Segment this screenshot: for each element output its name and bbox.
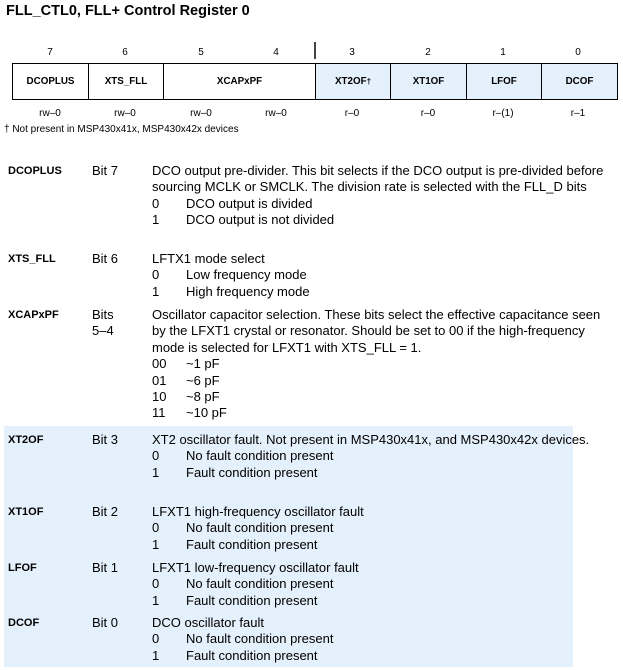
option-value: 0 (152, 448, 160, 464)
option-value: 01 (152, 372, 167, 388)
bit-number: 4 (273, 47, 279, 58)
register-bit-table (12, 63, 618, 100)
option-meaning: No fault condition present (186, 631, 334, 647)
field-option (152, 593, 610, 609)
option-meaning: ~6 pF (186, 372, 220, 388)
option-meaning: Low frequency mode (186, 267, 307, 283)
field-bits: Bit 2 (92, 504, 119, 519)
option-value: 1 (152, 647, 160, 663)
field-description (152, 504, 610, 553)
access-type: rw–0 (190, 108, 212, 119)
register-cell-xts_fll: XTS_FLL (89, 64, 164, 99)
option-meaning: Fault condition present (186, 647, 318, 663)
field-description (152, 163, 610, 229)
option-value: 0 (152, 195, 160, 211)
option-meaning: Fault condition present (186, 464, 318, 480)
option-value: 0 (152, 576, 160, 592)
field-bits: Bit 6 (92, 251, 119, 266)
field-name: XTS_FLL (8, 253, 56, 265)
field-name: XT1OF (8, 506, 44, 518)
field-divider-tick (314, 42, 316, 59)
bit-number: 5 (198, 47, 204, 58)
field-option (152, 537, 610, 553)
option-value: 11 (152, 405, 166, 421)
option-value: 1 (152, 592, 160, 608)
field-name: XT2OF (8, 434, 44, 446)
access-type: rw–0 (114, 108, 136, 119)
option-meaning: ~1 pF (186, 356, 220, 372)
field-option (152, 576, 610, 592)
option-meaning: DCO output is divided (186, 195, 313, 211)
field-description-text: DCO oscillator fault (152, 615, 264, 630)
page-title: FLL_CTL0, FLL+ Control Register 0 (6, 3, 250, 19)
field-description-text: LFXT1 low-frequency oscillator fault (152, 560, 359, 575)
field-bits: Bit 1 (92, 560, 119, 575)
register-cell-xt1of: XT1OF (391, 64, 467, 99)
field-option (152, 373, 610, 389)
field-option (152, 212, 610, 228)
option-value: 1 (152, 283, 160, 299)
field-option (152, 465, 610, 481)
field-description (152, 615, 610, 664)
field-bits: Bits 5–4 (92, 307, 114, 339)
bit-number: 6 (122, 47, 128, 58)
field-bits: Bit 3 (92, 432, 119, 447)
field-bits: Bit 7 (92, 163, 119, 178)
field-option (152, 196, 610, 212)
access-type: r–0 (420, 108, 436, 119)
access-type: r–1 (570, 108, 586, 119)
option-value: 0 (152, 631, 160, 647)
field-name: LFOF (8, 562, 37, 574)
option-value: 10 (152, 389, 167, 405)
bit-number: 7 (47, 47, 53, 58)
option-meaning: No fault condition present (186, 520, 334, 536)
field-name: DCOPLUS (8, 165, 62, 177)
field-option (152, 648, 610, 664)
field-option (152, 520, 610, 536)
field-option (152, 405, 610, 421)
field-option (152, 284, 610, 300)
option-meaning: ~10 pF (186, 405, 227, 421)
option-value: 1 (152, 536, 160, 552)
field-option (152, 356, 610, 372)
field-bits: Bit 0 (92, 615, 119, 630)
option-value: 0 (152, 267, 160, 283)
option-value: 1 (152, 212, 160, 228)
field-option (152, 631, 610, 647)
field-option (152, 448, 610, 464)
option-meaning: DCO output is not divided (186, 212, 335, 228)
register-cell-lfof: LFOF (467, 64, 542, 99)
field-description (152, 251, 610, 300)
option-meaning: Fault condition present (186, 592, 318, 608)
option-value: 1 (152, 464, 160, 480)
register-cell-dcof: DCOF (542, 64, 617, 99)
option-value: 0 (152, 520, 160, 536)
bit-number: 1 (500, 47, 506, 58)
field-description-text: Oscillator capacitor selection. These bits select the effective capacitance seen by the LFXT1 crystal or resonator. Should be set to 00 if the high-frequency mode is selected for LFXT1 with XTS_FLL = 1. (152, 307, 601, 355)
option-meaning: No fault condition present (186, 576, 334, 592)
field-description (152, 307, 610, 422)
field-name: XCAPxPF (8, 309, 59, 321)
field-description (152, 560, 610, 609)
register-cell-xt2of: XT2OF † (316, 64, 391, 99)
option-value: 00 (152, 356, 167, 372)
field-name: DCOF (8, 617, 40, 629)
field-description-text: DCO output pre-divider. This bit selects if the DCO output is pre-divided before sourcing MCLK or SMCLK. The division rate is selected with the FLL_D bits (152, 163, 604, 195)
option-meaning: Fault condition present (186, 536, 318, 552)
register-cell-dcoplus: DCOPLUS (13, 64, 89, 99)
option-meaning: No fault condition present (186, 448, 334, 464)
field-description (152, 432, 610, 481)
field-description-text: LFTX1 mode select (152, 251, 265, 266)
option-meaning: ~8 pF (186, 389, 220, 405)
bit-number: 2 (425, 47, 431, 58)
bit-number: 3 (349, 47, 355, 58)
field-option (152, 267, 610, 283)
option-meaning: High frequency mode (186, 283, 310, 299)
access-type: rw–0 (39, 108, 61, 119)
bit-number: 0 (575, 47, 581, 58)
footnote: † Not present in MSP430x41x, MSP430x42x devices (4, 124, 239, 135)
access-type: rw–0 (265, 108, 287, 119)
field-description-text: LFXT1 high-frequency oscillator fault (152, 504, 364, 519)
field-option (152, 389, 610, 405)
register-cell-xcapxpf: XCAPxPF (164, 64, 316, 99)
access-type: r–(1) (492, 108, 514, 119)
field-description-text: XT2 oscillator fault. Not present in MSP430x41x, and MSP430x42x devices. (152, 432, 590, 447)
access-type: r–0 (344, 108, 360, 119)
